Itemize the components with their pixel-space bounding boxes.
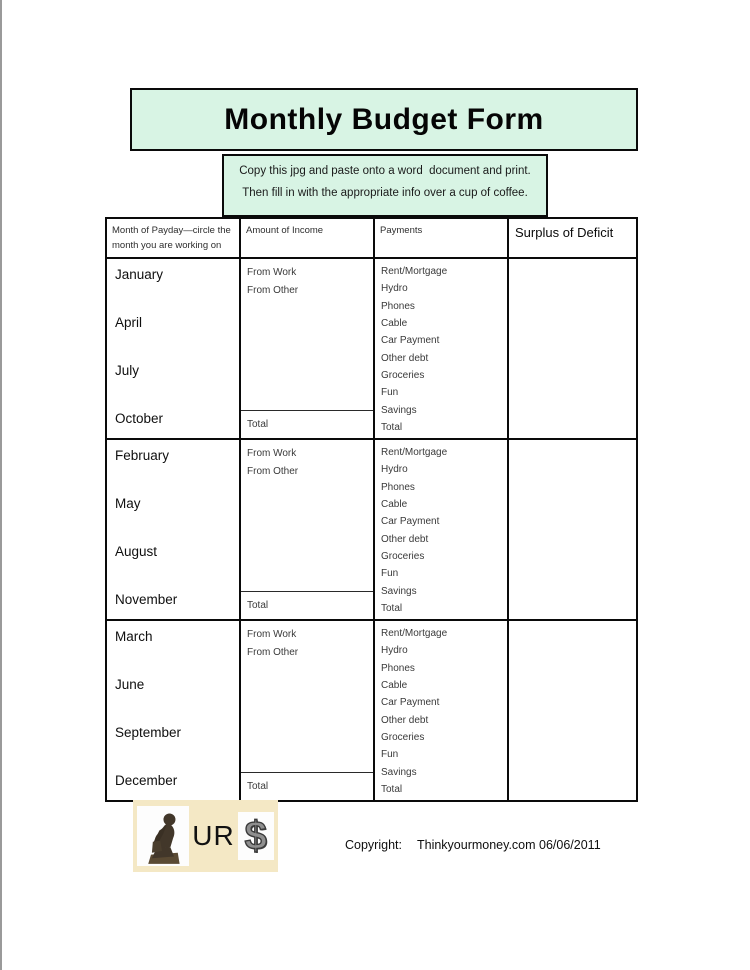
header-cell-month: Month of Payday—circle the month you are working on: [112, 225, 231, 251]
income-from-work-label: From Work: [247, 629, 297, 640]
month-label: August: [115, 544, 158, 559]
budget-group-1: [107, 259, 636, 438]
payment-label: Hydro: [381, 645, 408, 657]
thinker-statue-icon: [137, 806, 189, 866]
payment-label: Other debt: [381, 352, 429, 364]
budget-table: [105, 217, 638, 802]
surplus-cell: [507, 440, 636, 619]
surplus-cell: [507, 621, 636, 800]
month-label: January: [115, 267, 164, 282]
header-cell-income: Amount of Income: [239, 219, 373, 257]
payment-label: Other debt: [381, 533, 429, 545]
table-header-row: [107, 219, 636, 259]
income-total-label: Total: [241, 772, 373, 800]
payment-label: Other debt: [381, 714, 429, 726]
payment-label: Total: [381, 422, 403, 434]
month-label: May: [115, 496, 141, 511]
income-cell: [239, 440, 373, 619]
payments-cell: [373, 621, 507, 800]
payment-label: Phones: [381, 662, 415, 674]
budget-group-2: [107, 438, 636, 619]
payment-label: Phones: [381, 300, 415, 312]
payment-label: Hydro: [381, 283, 408, 295]
income-total-label: Total: [241, 591, 373, 619]
payment-label: Fun: [381, 749, 399, 761]
month-label: October: [115, 411, 164, 426]
payment-label: Total: [381, 603, 403, 615]
scan-edge-line: [0, 0, 2, 970]
instructions-box: [222, 154, 548, 217]
form-title-banner: [130, 88, 638, 151]
month-label: April: [115, 315, 143, 330]
payment-label: Cable: [381, 499, 408, 511]
header-cell-payments: Payments: [373, 219, 507, 257]
month-label: September: [115, 725, 182, 740]
budget-group-3: [107, 619, 636, 800]
payment-label: Rent/Mortgage: [381, 266, 448, 277]
month-label: February: [115, 448, 170, 463]
month-cell: [107, 259, 239, 438]
payment-label: Hydro: [381, 464, 408, 476]
payment-label: Cable: [381, 680, 408, 692]
income-cell: [239, 259, 373, 438]
payment-label: Car Payment: [381, 697, 440, 709]
payments-cell: [373, 440, 507, 619]
header-cell-surplus: Surplus of Deficit: [507, 219, 636, 257]
dollar-sign-icon: $: [238, 812, 274, 860]
page-title: Monthly Budget Form: [224, 102, 544, 136]
payment-label: Groceries: [381, 370, 425, 382]
income-cell: [239, 621, 373, 800]
payment-label: Fun: [381, 387, 399, 399]
payment-label: Groceries: [381, 732, 425, 744]
payments-cell: [373, 259, 507, 438]
month-cell: [107, 440, 239, 619]
income-from-other-label: From Other: [247, 284, 299, 296]
payment-label: Rent/Mortgage: [381, 628, 448, 639]
income-from-other-label: From Other: [247, 465, 299, 477]
instruction-line-2: Then fill in with the appropriate info over a cup of coffee.: [242, 187, 528, 199]
payment-label: Total: [381, 784, 403, 796]
income-from-other-label: From Other: [247, 646, 299, 658]
payment-label: Car Payment: [381, 516, 440, 528]
payment-label: Rent/Mortgage: [381, 447, 448, 458]
month-label: July: [115, 363, 140, 378]
copyright-line: [345, 838, 601, 852]
month-label: June: [115, 677, 145, 692]
income-total-label: Total: [241, 410, 373, 438]
instruction-line-1: Copy this jpg and paste onto a word document and print.: [239, 165, 531, 177]
payment-label: Car Payment: [381, 335, 440, 347]
month-label: November: [115, 592, 178, 607]
payment-label: Savings: [381, 585, 417, 597]
copyright-text: Thinkyourmoney.com 06/06/2011: [416, 838, 601, 852]
income-from-work-label: From Work: [247, 448, 297, 459]
payment-label: Phones: [381, 481, 415, 493]
copyright-label: Copyright:: [345, 838, 402, 852]
month-cell: [107, 621, 239, 800]
payment-label: Fun: [381, 568, 399, 580]
month-label: December: [115, 773, 178, 788]
logo-ur-text: UR: [192, 820, 235, 851]
thinkyourmoney-logo: [133, 800, 278, 872]
payment-label: Cable: [381, 318, 408, 330]
payment-label: Savings: [381, 766, 417, 778]
payment-label: Savings: [381, 404, 417, 416]
payment-label: Groceries: [381, 551, 425, 563]
surplus-cell: [507, 259, 636, 438]
income-from-work-label: From Work: [247, 267, 297, 278]
month-label: March: [115, 629, 153, 644]
